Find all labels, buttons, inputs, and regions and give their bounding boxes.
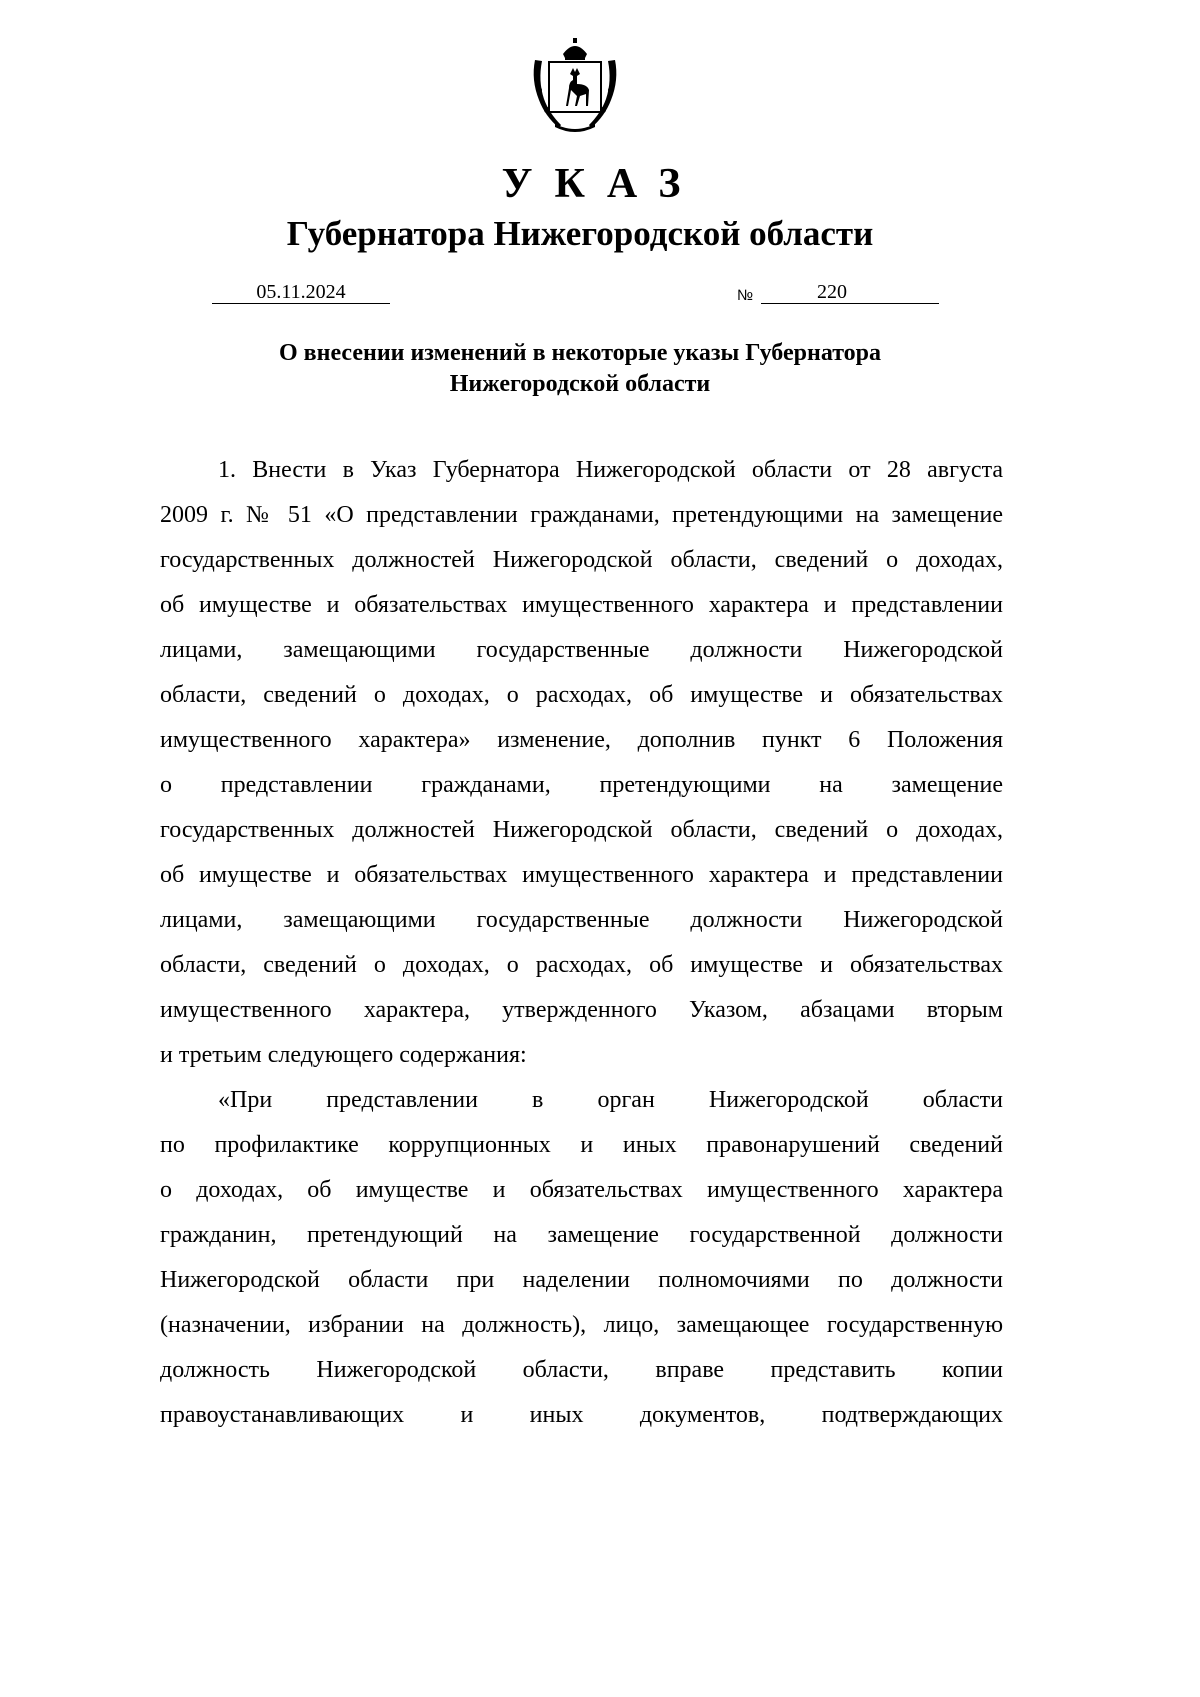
body-text-line: правоустанавливающих и иных документов, подтверждающих (160, 1402, 1003, 1428)
body-text-line: имущественного характера» изменение, дополнив пункт 6 Положения (160, 727, 1003, 753)
body-text-line: (назначении, избрании на должность), лицо, замещающее государственную (160, 1312, 1003, 1338)
document-subject (0, 338, 1160, 400)
body-text-line: «При представлении в орган Нижегородской области (218, 1087, 1003, 1113)
body-text-line: гражданин, претендующий на замещение государственной должности (160, 1222, 1003, 1248)
document-date: 05.11.2024 (212, 281, 390, 304)
body-text-line: о представлении гражданами, претендующими на замещение (160, 772, 1003, 798)
coat-of-arms-emblem (525, 38, 625, 136)
subject-line-2: Нижегородской области (449, 371, 711, 397)
body-text-line: лицами, замещающими государственные должности Нижегородской (160, 907, 1003, 933)
body-text-line: об имуществе и обязательствах имущественного характера и представлении (160, 592, 1003, 618)
body-text-line: 2009 г. № 51 «О представлении гражданами, претендующими на замещение (160, 502, 1003, 528)
body-text-line: области, сведений о доходах, о расходах, об имуществе и обязательствах (160, 682, 1003, 708)
body-text-line: государственных должностей Нижегородской области, сведений о доходах, (160, 817, 1003, 843)
body-text-line: Нижегородской области при наделении полномочиями по должности (160, 1267, 1003, 1293)
issuer-title: Губернатора Нижегородской области (286, 214, 874, 253)
body-text-line: 1. Внести в Указ Губернатора Нижегородской области от 28 августа (218, 457, 1003, 483)
body-text-line: и третьим следующего содержания: (160, 1042, 527, 1068)
body-text-line: государственных должностей Нижегородской области, сведений о доходах, (160, 547, 1003, 573)
body-text-line: должность Нижегородской области, вправе представить копии (160, 1357, 1003, 1383)
body-text-line: об имуществе и обязательствах имущественного характера и представлении (160, 862, 1003, 888)
document-number-field (761, 281, 939, 304)
body-text-line: области, сведений о доходах, о расходах, об имуществе и обязательствах (160, 952, 1003, 978)
body-text-line: по профилактике коррупционных и иных правонарушений сведений (160, 1132, 1003, 1158)
document-type-heading: УКАЗ (501, 161, 703, 207)
body-text-line: лицами, замещающими государственные должности Нижегородской (160, 637, 1003, 663)
subject-line-1: О внесении изменений в некоторые указы Губернатора (278, 340, 882, 366)
document-body (160, 448, 1003, 1438)
document-number: 220 (817, 281, 847, 303)
body-text-line: имущественного характера, утвержденного Указом, абзацами вторым (160, 997, 1003, 1023)
body-text-line: о доходах, об имуществе и обязательствах имущественного характера (160, 1177, 1003, 1203)
number-sign: № (737, 287, 754, 304)
